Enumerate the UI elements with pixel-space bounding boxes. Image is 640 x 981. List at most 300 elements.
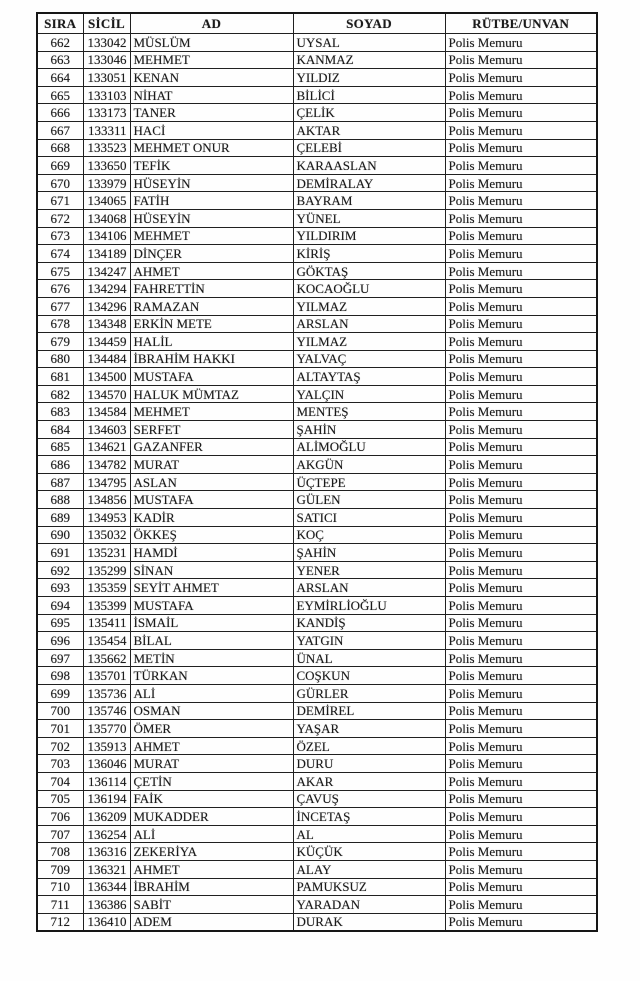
sicil-cell: 133650 bbox=[83, 157, 130, 175]
sicil-cell: 133979 bbox=[83, 174, 130, 192]
soyad-cell: BAYRAM bbox=[293, 192, 445, 210]
sicil-cell: 134189 bbox=[83, 245, 130, 263]
sicil-cell: 134621 bbox=[83, 438, 130, 456]
table-row bbox=[37, 772, 597, 790]
rutbe-unvan-cell: Polis Memuru bbox=[445, 755, 597, 773]
rutbe-unvan-cell: Polis Memuru bbox=[445, 878, 597, 896]
soyad-cell: KÜÇÜK bbox=[293, 843, 445, 861]
soyad-cell: ŞAHİN bbox=[293, 544, 445, 562]
soyad-cell: YILMAZ bbox=[293, 297, 445, 315]
table-row bbox=[37, 667, 597, 685]
soyad-cell: COŞKUN bbox=[293, 667, 445, 685]
sicil-cell: 134856 bbox=[83, 491, 130, 509]
sira-cell: 692 bbox=[37, 561, 83, 579]
sira-cell: 699 bbox=[37, 684, 83, 702]
sicil-cell: 135032 bbox=[83, 526, 130, 544]
ad-cell: ÖKKEŞ bbox=[130, 526, 293, 544]
sira-cell: 697 bbox=[37, 649, 83, 667]
sira-cell: 664 bbox=[37, 69, 83, 87]
sira-cell: 681 bbox=[37, 368, 83, 386]
sicil-cell: 133042 bbox=[83, 34, 130, 52]
soyad-cell: YARADAN bbox=[293, 896, 445, 914]
sira-cell: 677 bbox=[37, 297, 83, 315]
sira-cell: 670 bbox=[37, 174, 83, 192]
rutbe-unvan-cell: Polis Memuru bbox=[445, 438, 597, 456]
rutbe-unvan-cell: Polis Memuru bbox=[445, 913, 597, 931]
sicil-cell: 134459 bbox=[83, 333, 130, 351]
sira-cell: 676 bbox=[37, 280, 83, 298]
soyad-cell: ARSLAN bbox=[293, 579, 445, 597]
sira-cell: 708 bbox=[37, 843, 83, 861]
ad-cell: ÖMER bbox=[130, 720, 293, 738]
rutbe-unvan-cell: Polis Memuru bbox=[445, 368, 597, 386]
ad-cell: SİNAN bbox=[130, 561, 293, 579]
table-row bbox=[37, 403, 597, 421]
sicil-cell: 134603 bbox=[83, 421, 130, 439]
sira-cell: 702 bbox=[37, 737, 83, 755]
rutbe-unvan-cell: Polis Memuru bbox=[445, 456, 597, 474]
ad-cell: MÜSLÜM bbox=[130, 34, 293, 52]
soyad-cell: EYMİRLİOĞLU bbox=[293, 597, 445, 615]
rutbe-unvan-cell: Polis Memuru bbox=[445, 825, 597, 843]
ad-cell: KADİR bbox=[130, 509, 293, 527]
rutbe-unvan-cell: Polis Memuru bbox=[445, 843, 597, 861]
sira-cell: 696 bbox=[37, 632, 83, 650]
rutbe-unvan-cell: Polis Memuru bbox=[445, 69, 597, 87]
rutbe-unvan-cell: Polis Memuru bbox=[445, 491, 597, 509]
ad-cell: OSMAN bbox=[130, 702, 293, 720]
table-body bbox=[37, 34, 597, 932]
personnel-table bbox=[36, 12, 598, 932]
table-row bbox=[37, 544, 597, 562]
rutbe-unvan-cell: Polis Memuru bbox=[445, 403, 597, 421]
sira-cell: 701 bbox=[37, 720, 83, 738]
rutbe-unvan-cell: Polis Memuru bbox=[445, 526, 597, 544]
table-row bbox=[37, 157, 597, 175]
ad-cell: FATİH bbox=[130, 192, 293, 210]
sira-cell: 703 bbox=[37, 755, 83, 773]
sicil-cell: 135736 bbox=[83, 684, 130, 702]
sicil-cell: 134065 bbox=[83, 192, 130, 210]
soyad-cell: DURU bbox=[293, 755, 445, 773]
table-row bbox=[37, 174, 597, 192]
table-row bbox=[37, 491, 597, 509]
sira-cell: 691 bbox=[37, 544, 83, 562]
soyad-cell: AKGÜN bbox=[293, 456, 445, 474]
sicil-cell: 135359 bbox=[83, 579, 130, 597]
soyad-cell: ÖZEL bbox=[293, 737, 445, 755]
ad-cell: MURAT bbox=[130, 755, 293, 773]
table-row bbox=[37, 139, 597, 157]
rutbe-unvan-cell: Polis Memuru bbox=[445, 174, 597, 192]
sicil-cell: 133046 bbox=[83, 51, 130, 69]
ad-cell: MURAT bbox=[130, 456, 293, 474]
table-row bbox=[37, 755, 597, 773]
ad-cell: HÜSEYİN bbox=[130, 209, 293, 227]
table-row bbox=[37, 297, 597, 315]
sicil-cell: 136046 bbox=[83, 755, 130, 773]
rutbe-unvan-cell: Polis Memuru bbox=[445, 860, 597, 878]
col-header-ad: AD bbox=[130, 13, 293, 34]
sira-cell: 709 bbox=[37, 860, 83, 878]
sira-cell: 689 bbox=[37, 509, 83, 527]
sira-cell: 669 bbox=[37, 157, 83, 175]
table-row bbox=[37, 104, 597, 122]
sira-cell: 668 bbox=[37, 139, 83, 157]
rutbe-unvan-cell: Polis Memuru bbox=[445, 702, 597, 720]
soyad-cell: YATGIN bbox=[293, 632, 445, 650]
sira-cell: 682 bbox=[37, 385, 83, 403]
sira-cell: 712 bbox=[37, 913, 83, 931]
soyad-cell: YENER bbox=[293, 561, 445, 579]
soyad-cell: İNCETAŞ bbox=[293, 808, 445, 826]
col-header-sira: SIRA bbox=[37, 13, 83, 34]
sicil-cell: 135411 bbox=[83, 614, 130, 632]
rutbe-unvan-cell: Polis Memuru bbox=[445, 350, 597, 368]
sicil-cell: 135746 bbox=[83, 702, 130, 720]
sicil-cell: 135231 bbox=[83, 544, 130, 562]
sicil-cell: 134247 bbox=[83, 262, 130, 280]
ad-cell: TANER bbox=[130, 104, 293, 122]
ad-cell: HÜSEYİN bbox=[130, 174, 293, 192]
sira-cell: 665 bbox=[37, 86, 83, 104]
sicil-cell: 134348 bbox=[83, 315, 130, 333]
rutbe-unvan-cell: Polis Memuru bbox=[445, 262, 597, 280]
sira-cell: 698 bbox=[37, 667, 83, 685]
ad-cell: FAİK bbox=[130, 790, 293, 808]
sira-cell: 678 bbox=[37, 315, 83, 333]
sira-cell: 675 bbox=[37, 262, 83, 280]
sicil-cell: 135701 bbox=[83, 667, 130, 685]
table-row bbox=[37, 473, 597, 491]
soyad-cell: UYSAL bbox=[293, 34, 445, 52]
col-header-sicil: SİCİL bbox=[83, 13, 130, 34]
rutbe-unvan-cell: Polis Memuru bbox=[445, 51, 597, 69]
table-row bbox=[37, 632, 597, 650]
sira-cell: 710 bbox=[37, 878, 83, 896]
ad-cell: AHMET bbox=[130, 262, 293, 280]
sira-cell: 686 bbox=[37, 456, 83, 474]
sicil-cell: 134795 bbox=[83, 473, 130, 491]
soyad-cell: YAŞAR bbox=[293, 720, 445, 738]
sicil-cell: 134584 bbox=[83, 403, 130, 421]
rutbe-unvan-cell: Polis Memuru bbox=[445, 667, 597, 685]
sicil-cell: 134570 bbox=[83, 385, 130, 403]
sicil-cell: 134484 bbox=[83, 350, 130, 368]
sicil-cell: 136410 bbox=[83, 913, 130, 931]
soyad-cell: MENTEŞ bbox=[293, 403, 445, 421]
sicil-cell: 133173 bbox=[83, 104, 130, 122]
ad-cell: ASLAN bbox=[130, 473, 293, 491]
ad-cell: METİN bbox=[130, 649, 293, 667]
ad-cell: MUSTAFA bbox=[130, 491, 293, 509]
ad-cell: ALİ bbox=[130, 684, 293, 702]
sicil-cell: 135399 bbox=[83, 597, 130, 615]
sira-cell: 683 bbox=[37, 403, 83, 421]
table-row bbox=[37, 597, 597, 615]
sicil-cell: 134500 bbox=[83, 368, 130, 386]
ad-cell: AHMET bbox=[130, 860, 293, 878]
rutbe-unvan-cell: Polis Memuru bbox=[445, 421, 597, 439]
ad-cell: SEYİT AHMET bbox=[130, 579, 293, 597]
sicil-cell: 134068 bbox=[83, 209, 130, 227]
sira-cell: 700 bbox=[37, 702, 83, 720]
table-row bbox=[37, 86, 597, 104]
ad-cell: TÜRKAN bbox=[130, 667, 293, 685]
sicil-cell: 136316 bbox=[83, 843, 130, 861]
rutbe-unvan-cell: Polis Memuru bbox=[445, 227, 597, 245]
soyad-cell: YÜNEL bbox=[293, 209, 445, 227]
ad-cell: HALİL bbox=[130, 333, 293, 351]
ad-cell: BİLAL bbox=[130, 632, 293, 650]
sira-cell: 671 bbox=[37, 192, 83, 210]
sira-cell: 706 bbox=[37, 808, 83, 826]
soyad-cell: AKTAR bbox=[293, 121, 445, 139]
soyad-cell: YALVAÇ bbox=[293, 350, 445, 368]
soyad-cell: ÜNAL bbox=[293, 649, 445, 667]
sicil-cell: 134296 bbox=[83, 297, 130, 315]
rutbe-unvan-cell: Polis Memuru bbox=[445, 297, 597, 315]
table-row bbox=[37, 561, 597, 579]
soyad-cell: AL bbox=[293, 825, 445, 843]
table-row bbox=[37, 808, 597, 826]
ad-cell: MEHMET ONUR bbox=[130, 139, 293, 157]
rutbe-unvan-cell: Polis Memuru bbox=[445, 649, 597, 667]
ad-cell: ERKİN METE bbox=[130, 315, 293, 333]
sicil-cell: 136344 bbox=[83, 878, 130, 896]
sira-cell: 711 bbox=[37, 896, 83, 914]
sicil-cell: 135662 bbox=[83, 649, 130, 667]
ad-cell: HAMDİ bbox=[130, 544, 293, 562]
soyad-cell: YALÇIN bbox=[293, 385, 445, 403]
ad-cell: NİHAT bbox=[130, 86, 293, 104]
table-row bbox=[37, 315, 597, 333]
table-row bbox=[37, 227, 597, 245]
table-row bbox=[37, 456, 597, 474]
col-header-soyad: SOYAD bbox=[293, 13, 445, 34]
sira-cell: 662 bbox=[37, 34, 83, 52]
sicil-cell: 134953 bbox=[83, 509, 130, 527]
table-row bbox=[37, 720, 597, 738]
rutbe-unvan-cell: Polis Memuru bbox=[445, 86, 597, 104]
ad-cell: TEFİK bbox=[130, 157, 293, 175]
soyad-cell: GÜLEN bbox=[293, 491, 445, 509]
ad-cell: FAHRETTİN bbox=[130, 280, 293, 298]
ad-cell: MUSTAFA bbox=[130, 368, 293, 386]
soyad-cell: YILDIRIM bbox=[293, 227, 445, 245]
table-row bbox=[37, 860, 597, 878]
table-row bbox=[37, 333, 597, 351]
ad-cell: SABİT bbox=[130, 896, 293, 914]
ad-cell: RAMAZAN bbox=[130, 297, 293, 315]
sicil-cell: 136321 bbox=[83, 860, 130, 878]
ad-cell: İBRAHİM bbox=[130, 878, 293, 896]
table-row bbox=[37, 368, 597, 386]
sicil-cell: 135770 bbox=[83, 720, 130, 738]
ad-cell: DİNÇER bbox=[130, 245, 293, 263]
sira-cell: 674 bbox=[37, 245, 83, 263]
table-row bbox=[37, 579, 597, 597]
ad-cell: KENAN bbox=[130, 69, 293, 87]
sira-cell: 705 bbox=[37, 790, 83, 808]
ad-cell: SERFET bbox=[130, 421, 293, 439]
sira-cell: 707 bbox=[37, 825, 83, 843]
soyad-cell: ÜÇTEPE bbox=[293, 473, 445, 491]
rutbe-unvan-cell: Polis Memuru bbox=[445, 684, 597, 702]
ad-cell: MUKADDER bbox=[130, 808, 293, 826]
sicil-cell: 136114 bbox=[83, 772, 130, 790]
rutbe-unvan-cell: Polis Memuru bbox=[445, 790, 597, 808]
sicil-cell: 134782 bbox=[83, 456, 130, 474]
soyad-cell: YILMAZ bbox=[293, 333, 445, 351]
sira-cell: 680 bbox=[37, 350, 83, 368]
soyad-cell: ÇAVUŞ bbox=[293, 790, 445, 808]
soyad-cell: PAMUKSUZ bbox=[293, 878, 445, 896]
ad-cell: MEHMET bbox=[130, 51, 293, 69]
sicil-cell: 135913 bbox=[83, 737, 130, 755]
table-row bbox=[37, 684, 597, 702]
sira-cell: 672 bbox=[37, 209, 83, 227]
table-row bbox=[37, 34, 597, 52]
rutbe-unvan-cell: Polis Memuru bbox=[445, 315, 597, 333]
table-row bbox=[37, 913, 597, 931]
sira-cell: 690 bbox=[37, 526, 83, 544]
sira-cell: 688 bbox=[37, 491, 83, 509]
rutbe-unvan-cell: Polis Memuru bbox=[445, 104, 597, 122]
rutbe-unvan-cell: Polis Memuru bbox=[445, 614, 597, 632]
soyad-cell: AKAR bbox=[293, 772, 445, 790]
table-row bbox=[37, 421, 597, 439]
rutbe-unvan-cell: Polis Memuru bbox=[445, 544, 597, 562]
rutbe-unvan-cell: Polis Memuru bbox=[445, 245, 597, 263]
ad-cell: İSMAİL bbox=[130, 614, 293, 632]
sicil-cell: 136386 bbox=[83, 896, 130, 914]
table-row bbox=[37, 121, 597, 139]
ad-cell: HACİ bbox=[130, 121, 293, 139]
sicil-cell: 135454 bbox=[83, 632, 130, 650]
rutbe-unvan-cell: Polis Memuru bbox=[445, 737, 597, 755]
soyad-cell: KANDİŞ bbox=[293, 614, 445, 632]
rutbe-unvan-cell: Polis Memuru bbox=[445, 157, 597, 175]
rutbe-unvan-cell: Polis Memuru bbox=[445, 561, 597, 579]
ad-cell: MEHMET bbox=[130, 227, 293, 245]
table-row bbox=[37, 843, 597, 861]
rutbe-unvan-cell: Polis Memuru bbox=[445, 280, 597, 298]
rutbe-unvan-cell: Polis Memuru bbox=[445, 192, 597, 210]
sicil-cell: 133311 bbox=[83, 121, 130, 139]
table-header-row bbox=[37, 13, 597, 34]
soyad-cell: ARSLAN bbox=[293, 315, 445, 333]
soyad-cell: DEMİRALAY bbox=[293, 174, 445, 192]
soyad-cell: KOCAOĞLU bbox=[293, 280, 445, 298]
soyad-cell: KOÇ bbox=[293, 526, 445, 544]
ad-cell: AHMET bbox=[130, 737, 293, 755]
table-row bbox=[37, 509, 597, 527]
soyad-cell: ÇELEBİ bbox=[293, 139, 445, 157]
soyad-cell: GÖKTAŞ bbox=[293, 262, 445, 280]
rutbe-unvan-cell: Polis Memuru bbox=[445, 808, 597, 826]
table-row bbox=[37, 350, 597, 368]
ad-cell: GAZANFER bbox=[130, 438, 293, 456]
rutbe-unvan-cell: Polis Memuru bbox=[445, 896, 597, 914]
soyad-cell: BİLİCİ bbox=[293, 86, 445, 104]
table-row bbox=[37, 649, 597, 667]
ad-cell: İBRAHİM HAKKI bbox=[130, 350, 293, 368]
table-row bbox=[37, 896, 597, 914]
rutbe-unvan-cell: Polis Memuru bbox=[445, 121, 597, 139]
table-row bbox=[37, 614, 597, 632]
table-row bbox=[37, 526, 597, 544]
rutbe-unvan-cell: Polis Memuru bbox=[445, 772, 597, 790]
sira-cell: 694 bbox=[37, 597, 83, 615]
rutbe-unvan-cell: Polis Memuru bbox=[445, 34, 597, 52]
table-row bbox=[37, 878, 597, 896]
rutbe-unvan-cell: Polis Memuru bbox=[445, 597, 597, 615]
sicil-cell: 135299 bbox=[83, 561, 130, 579]
table-row bbox=[37, 825, 597, 843]
table-row bbox=[37, 262, 597, 280]
sicil-cell: 136209 bbox=[83, 808, 130, 826]
table-row bbox=[37, 280, 597, 298]
soyad-cell: GÜRLER bbox=[293, 684, 445, 702]
rutbe-unvan-cell: Polis Memuru bbox=[445, 579, 597, 597]
soyad-cell: ÇELİK bbox=[293, 104, 445, 122]
rutbe-unvan-cell: Polis Memuru bbox=[445, 385, 597, 403]
sira-cell: 704 bbox=[37, 772, 83, 790]
ad-cell: ADEM bbox=[130, 913, 293, 931]
table-row bbox=[37, 69, 597, 87]
table-row bbox=[37, 385, 597, 403]
sira-cell: 685 bbox=[37, 438, 83, 456]
sira-cell: 687 bbox=[37, 473, 83, 491]
table-row bbox=[37, 245, 597, 263]
sira-cell: 693 bbox=[37, 579, 83, 597]
table-row bbox=[37, 702, 597, 720]
table-row bbox=[37, 209, 597, 227]
sira-cell: 673 bbox=[37, 227, 83, 245]
rutbe-unvan-cell: Polis Memuru bbox=[445, 473, 597, 491]
rutbe-unvan-cell: Polis Memuru bbox=[445, 139, 597, 157]
ad-cell: MEHMET bbox=[130, 403, 293, 421]
sira-cell: 667 bbox=[37, 121, 83, 139]
table-row bbox=[37, 192, 597, 210]
soyad-cell: YILDIZ bbox=[293, 69, 445, 87]
soyad-cell: ALTAYTAŞ bbox=[293, 368, 445, 386]
sicil-cell: 136194 bbox=[83, 790, 130, 808]
ad-cell: MUSTAFA bbox=[130, 597, 293, 615]
sicil-cell: 136254 bbox=[83, 825, 130, 843]
sira-cell: 679 bbox=[37, 333, 83, 351]
ad-cell: HALUK MÜMTAZ bbox=[130, 385, 293, 403]
table-row bbox=[37, 51, 597, 69]
soyad-cell: KARAASLAN bbox=[293, 157, 445, 175]
table-row bbox=[37, 790, 597, 808]
rutbe-unvan-cell: Polis Memuru bbox=[445, 720, 597, 738]
rutbe-unvan-cell: Polis Memuru bbox=[445, 333, 597, 351]
table-row bbox=[37, 438, 597, 456]
soyad-cell: ŞAHİN bbox=[293, 421, 445, 439]
soyad-cell: ALAY bbox=[293, 860, 445, 878]
ad-cell: ÇETİN bbox=[130, 772, 293, 790]
sira-cell: 666 bbox=[37, 104, 83, 122]
rutbe-unvan-cell: Polis Memuru bbox=[445, 632, 597, 650]
soyad-cell: ALİMOĞLU bbox=[293, 438, 445, 456]
rutbe-unvan-cell: Polis Memuru bbox=[445, 209, 597, 227]
sicil-cell: 134294 bbox=[83, 280, 130, 298]
ad-cell: ZEKERİYA bbox=[130, 843, 293, 861]
soyad-cell: DURAK bbox=[293, 913, 445, 931]
sira-cell: 663 bbox=[37, 51, 83, 69]
